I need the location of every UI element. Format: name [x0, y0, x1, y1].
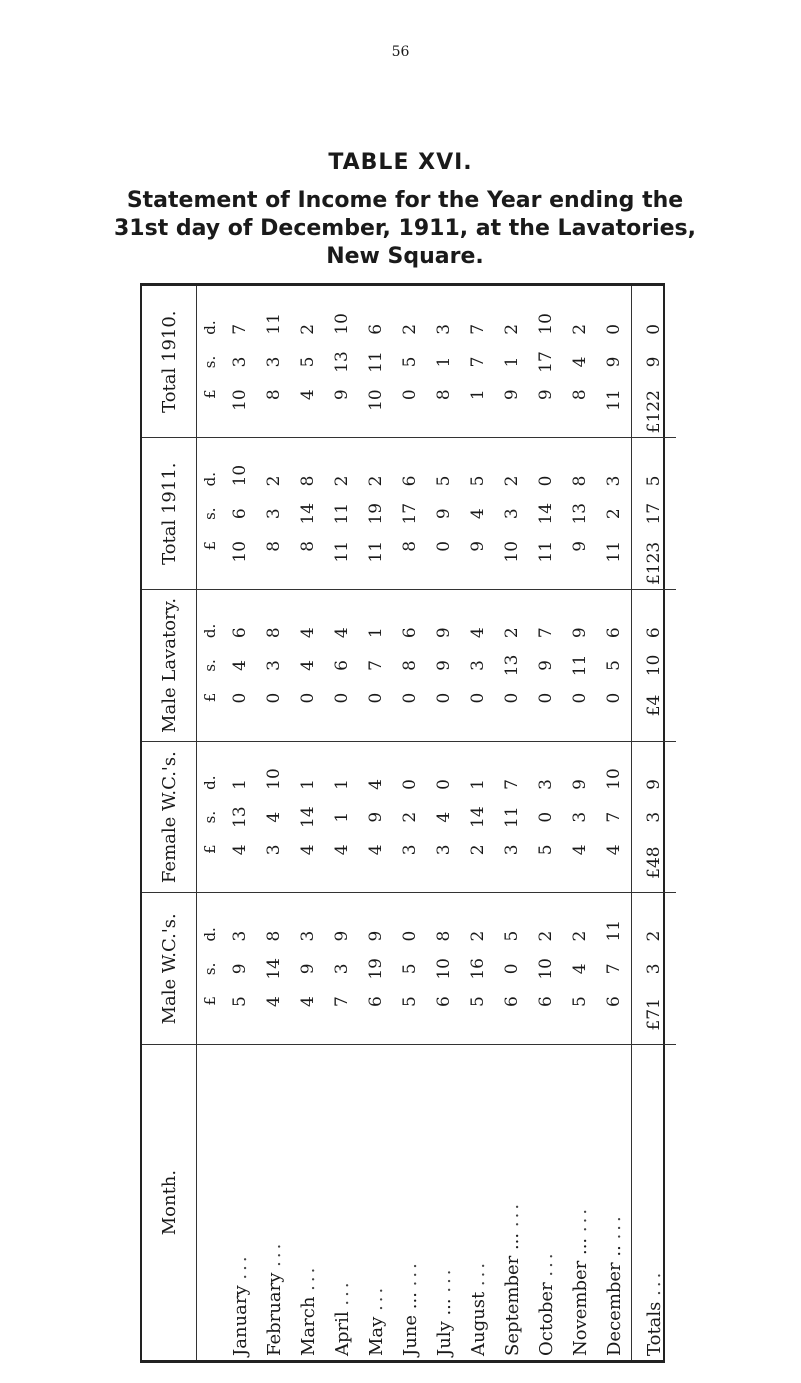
total-1911-pounds: 10 — [495, 539, 529, 590]
month-cell — [427, 1045, 461, 1360]
male-lavatory-pence: 6 — [604, 627, 624, 639]
month-name: May — [365, 1316, 387, 1356]
month-name: July ... — [433, 1298, 455, 1356]
male-lavatory-pounds: 0 — [223, 691, 257, 742]
total-1911-shillings: 4 — [468, 508, 488, 520]
leader-dots: ... — [569, 1205, 591, 1233]
total-male-wc-pence: 2 — [632, 893, 677, 944]
total-1910-pounds: 10 — [359, 387, 393, 438]
total-1911-pence: 2 — [264, 475, 284, 487]
male-lavatory-pence: 1 — [366, 627, 386, 639]
female-wc-shillings: 11 — [502, 806, 522, 828]
total-1910-pence: 2 — [298, 323, 318, 335]
male-lavatory-shillings: 8 — [400, 660, 420, 671]
month-name: November ... — [569, 1237, 591, 1356]
male-lavatory-pence: 9 — [434, 627, 454, 639]
total-1911-shillings: 17 — [400, 502, 420, 525]
month-name: August — [467, 1291, 489, 1356]
table-heading: TABLE XVI. — [328, 150, 473, 175]
total-1910-shillings: 3 — [264, 356, 284, 368]
total-1911-pounds: 11 — [597, 539, 632, 590]
leader-dots: ... — [535, 1250, 557, 1277]
total-1910-shillings: 3 — [230, 356, 250, 368]
totals-row — [632, 286, 677, 1360]
total-1911-pence: 10 — [230, 464, 250, 487]
table-row — [495, 286, 529, 1360]
total-1910-pence: 0 — [604, 323, 624, 335]
male-lavatory-pounds: 0 — [563, 691, 597, 742]
month-name: April — [331, 1311, 353, 1356]
table-row — [597, 286, 632, 1360]
unit-pounds: £ — [197, 994, 224, 1045]
male-wc-shillings: 5 — [400, 963, 420, 975]
total-1911-pence: 8 — [298, 475, 318, 487]
total-1911-shillings: 13 — [570, 502, 590, 525]
female-wc-pence: 4 — [366, 779, 386, 790]
male-wc-shillings: 10 — [434, 958, 454, 980]
female-wc-pounds: 3 — [427, 842, 461, 893]
title-line-1: Statement of Income for the Year ending the — [126, 188, 684, 213]
total-male-lavatory-shillings: 10 — [632, 640, 677, 691]
total-1911-pence: 5 — [434, 475, 454, 487]
female-wc-pounds: 4 — [223, 842, 257, 893]
female-wc-pence: 3 — [536, 779, 556, 790]
total-1910-pounds: 10 — [223, 387, 257, 438]
total-1911-pence: 2 — [366, 475, 386, 487]
month-cell — [359, 1045, 393, 1360]
female-wc-shillings: 9 — [366, 811, 386, 823]
total-1911-pounds: 10 — [223, 539, 257, 590]
total-total-1911-pounds: £123 — [632, 539, 677, 590]
female-wc-pence: 1 — [332, 779, 352, 790]
male-lavatory-pence: 2 — [502, 627, 522, 639]
male-wc-pounds: 6 — [597, 994, 632, 1045]
total-1911-shillings: 14 — [298, 502, 318, 525]
male-lavatory-pounds: 0 — [257, 691, 291, 742]
female-wc-shillings: 2 — [400, 811, 420, 823]
table-row — [291, 286, 325, 1360]
male-wc-shillings: 19 — [366, 958, 386, 980]
male-wc-shillings: 4 — [570, 963, 590, 975]
total-total-1911-shillings: 17 — [632, 488, 677, 539]
total-1911-shillings: 6 — [230, 508, 250, 520]
month-cell — [325, 1045, 359, 1360]
total-total-1910-pence: 0 — [632, 286, 677, 337]
male-lavatory-pounds: 0 — [359, 691, 393, 742]
female-wc-shillings: 4 — [434, 811, 454, 823]
total-1910-pounds: 8 — [257, 387, 291, 438]
female-wc-shillings: 1 — [332, 811, 352, 823]
month-name: January — [229, 1285, 251, 1356]
total-total-1911-pence: 5 — [632, 438, 677, 489]
total-male-wc-shillings: 3 — [632, 944, 677, 995]
month-name: September ... — [501, 1232, 523, 1356]
total-1910-shillings: 5 — [400, 356, 420, 368]
male-lavatory-pence: 4 — [468, 627, 488, 639]
total-1910-pence: 11 — [264, 313, 284, 335]
total-1911-pence: 8 — [570, 475, 590, 487]
unit-shillings: s. — [201, 659, 219, 672]
month-cell — [393, 1045, 427, 1360]
total-1911-pence: 5 — [468, 475, 488, 487]
total-1911-pounds: 8 — [291, 539, 325, 590]
male-wc-shillings: 14 — [264, 958, 284, 980]
male-wc-pounds: 5 — [461, 994, 495, 1045]
table-row — [563, 286, 597, 1360]
male-lavatory-pounds: 0 — [529, 691, 563, 742]
leader-dots: ... — [643, 1269, 665, 1296]
male-wc-pence: 9 — [332, 930, 352, 942]
total-1910-pounds: 0 — [393, 387, 427, 438]
male-wc-shillings: 16 — [468, 958, 488, 980]
female-wc-pounds: 4 — [291, 842, 325, 893]
header-male-wc: Male W.C.'s. — [142, 893, 197, 1045]
female-wc-pence: 9 — [570, 779, 590, 790]
male-lavatory-pounds: 0 — [325, 691, 359, 742]
total-1910-shillings: 1 — [502, 356, 522, 368]
female-wc-pence: 10 — [264, 768, 284, 790]
total-1911-pence: 2 — [502, 475, 522, 487]
total-1911-shillings: 14 — [536, 502, 556, 525]
female-wc-shillings: 13 — [230, 806, 250, 828]
total-1911-pence: 6 — [400, 475, 420, 487]
male-wc-pence: 5 — [502, 930, 522, 942]
total-1911-pence: 2 — [332, 475, 352, 487]
male-lavatory-pence: 6 — [400, 627, 420, 639]
total-1911-pounds: 11 — [529, 539, 563, 590]
total-female-wc-pence: 9 — [632, 741, 677, 792]
unit-pence: d. — [201, 472, 219, 487]
male-wc-pence: 9 — [366, 930, 386, 942]
female-wc-pounds: 4 — [597, 842, 632, 893]
total-1911-shillings: 19 — [366, 502, 386, 525]
male-wc-pence: 3 — [298, 930, 318, 942]
female-wc-pence: 1 — [468, 779, 488, 790]
female-wc-pence: 1 — [230, 779, 250, 790]
leader-dots: ... — [229, 1253, 251, 1280]
male-lavatory-shillings: 6 — [332, 660, 352, 671]
male-wc-pounds: 6 — [359, 994, 393, 1045]
male-lavatory-pence: 6 — [230, 627, 250, 639]
female-wc-pence: 1 — [298, 779, 318, 790]
female-wc-pounds: 4 — [325, 842, 359, 893]
total-1910-shillings: 1 — [434, 356, 454, 368]
total-female-wc-pounds: £48 — [632, 842, 677, 893]
unit-shillings: s. — [201, 507, 219, 520]
table-row — [393, 286, 427, 1360]
total-1911-pounds: 8 — [393, 539, 427, 590]
unit-pounds: £ — [197, 539, 224, 590]
table-row — [257, 286, 291, 1360]
male-wc-shillings: 10 — [536, 958, 556, 980]
male-wc-shillings: 9 — [298, 963, 318, 975]
male-wc-pounds: 5 — [393, 994, 427, 1045]
table-row — [359, 286, 393, 1360]
unit-shillings: s. — [201, 810, 219, 824]
month-name: December .. — [603, 1245, 625, 1356]
total-1910-shillings: 9 — [604, 356, 624, 368]
unit-pence: d. — [201, 927, 219, 942]
total-1910-pounds: 9 — [529, 387, 563, 438]
total-1911-shillings: 3 — [502, 508, 522, 520]
header-total-1911: Total 1911. — [142, 438, 197, 590]
total-1910-pounds: 8 — [563, 387, 597, 438]
female-wc-shillings: 4 — [264, 811, 284, 823]
total-1910-pence: 7 — [468, 323, 488, 335]
male-lavatory-pounds: 0 — [461, 691, 495, 742]
unit-row — [197, 286, 224, 1360]
total-female-wc-shillings: 3 — [632, 792, 677, 843]
male-wc-pence: 8 — [264, 930, 284, 942]
total-1911-pence: 0 — [536, 475, 556, 487]
female-wc-pounds: 3 — [393, 842, 427, 893]
month-cell — [291, 1045, 325, 1360]
leader-dots: ... — [263, 1240, 285, 1267]
total-1911-pounds: 0 — [427, 539, 461, 590]
male-wc-pence: 2 — [570, 930, 590, 942]
leader-dots: ... — [331, 1279, 353, 1306]
male-lavatory-shillings: 5 — [604, 660, 624, 671]
total-total-1910-pounds: £122 — [632, 387, 677, 438]
table-body — [197, 286, 677, 1360]
male-wc-shillings: 3 — [332, 963, 352, 975]
total-male-lavatory-pounds: £4 — [632, 691, 677, 742]
title-line-2: 31st day of December, 1911, at the Lavatories, — [114, 216, 696, 241]
total-1910-pounds: 11 — [597, 387, 632, 438]
male-lavatory-shillings: 9 — [434, 660, 454, 671]
totals-label-cell — [632, 1045, 677, 1360]
income-statement-table — [142, 286, 676, 1360]
header-month: Month. — [142, 1045, 197, 1360]
statement-title — [110, 187, 700, 271]
total-1910-shillings: 4 — [570, 356, 590, 368]
leader-dots: ... — [433, 1266, 455, 1293]
unit-shillings: s. — [201, 962, 219, 976]
month-name: March — [297, 1296, 319, 1356]
unit-shillings: s. — [201, 355, 219, 369]
leader-dots: ... — [603, 1213, 625, 1240]
total-male-wc-pounds: £71 — [632, 994, 677, 1045]
male-wc-pence: 2 — [468, 930, 488, 942]
total-1910-pence: 2 — [400, 323, 420, 335]
female-wc-pounds: 3 — [495, 842, 529, 893]
total-1910-pence: 2 — [570, 323, 590, 335]
month-name: June ... — [399, 1292, 421, 1356]
male-lavatory-pence: 4 — [332, 627, 352, 639]
male-lavatory-shillings: 13 — [502, 654, 522, 677]
female-wc-pence: 7 — [502, 779, 522, 790]
unit-pence: d. — [201, 623, 219, 639]
male-wc-shillings: 0 — [502, 963, 522, 975]
male-lavatory-shillings: 4 — [230, 660, 250, 671]
unit-pounds: £ — [197, 387, 224, 438]
total-1910-shillings: 11 — [366, 351, 386, 373]
total-1911-shillings: 3 — [264, 508, 284, 520]
unit-pounds: £ — [197, 842, 224, 893]
female-wc-shillings: 0 — [536, 811, 556, 823]
header-row — [142, 286, 197, 1360]
table-row — [223, 286, 257, 1360]
unit-pence: d. — [201, 775, 219, 790]
total-1910-pence: 3 — [434, 323, 454, 335]
unit-pence: d. — [201, 320, 219, 335]
female-wc-pounds: 2 — [461, 842, 495, 893]
female-wc-pence: 10 — [604, 768, 624, 790]
male-wc-pence: 3 — [230, 930, 250, 942]
male-wc-pounds: 4 — [291, 994, 325, 1045]
male-lavatory-shillings: 3 — [264, 660, 284, 671]
male-wc-pounds: 7 — [325, 994, 359, 1045]
table-row — [461, 286, 495, 1360]
header-female-wc: Female W.C.'s. — [142, 741, 197, 893]
leader-dots: ... — [399, 1260, 421, 1287]
month-cell — [563, 1045, 597, 1360]
total-1911-shillings: 11 — [332, 502, 352, 525]
leader-dots: ... — [365, 1284, 387, 1311]
male-lavatory-pounds: 0 — [393, 691, 427, 742]
page-number: 56 — [391, 44, 410, 60]
male-lavatory-pounds: 0 — [291, 691, 325, 742]
male-wc-pounds: 5 — [223, 994, 257, 1045]
leader-dots: ... — [297, 1264, 319, 1291]
total-1910-shillings: 7 — [468, 356, 488, 368]
male-wc-shillings: 7 — [604, 963, 624, 975]
total-1910-pounds: 4 — [291, 387, 325, 438]
totals-label: Totals — [643, 1301, 665, 1356]
total-1911-pounds: 9 — [461, 539, 495, 590]
male-lavatory-shillings: 9 — [536, 660, 556, 671]
female-wc-pence: 0 — [400, 779, 420, 790]
male-lavatory-pence: 9 — [570, 627, 590, 639]
table-row — [325, 286, 359, 1360]
total-1910-pounds: 1 — [461, 387, 495, 438]
rotated-table — [142, 286, 663, 1360]
total-1911-pounds: 8 — [257, 539, 291, 590]
female-wc-pounds: 3 — [257, 842, 291, 893]
total-male-lavatory-pence: 6 — [632, 590, 677, 641]
header-male-lavatory: Male Lavatory. — [142, 590, 197, 742]
total-1910-pounds: 8 — [427, 387, 461, 438]
male-wc-pounds: 6 — [529, 994, 563, 1045]
total-1910-shillings: 5 — [298, 356, 318, 368]
male-lavatory-shillings: 7 — [366, 660, 386, 671]
male-lavatory-pence: 7 — [536, 627, 556, 639]
male-wc-pence: 0 — [400, 930, 420, 942]
month-name: October — [535, 1282, 557, 1356]
total-1910-pence: 10 — [332, 313, 352, 335]
male-wc-pounds: 6 — [427, 994, 461, 1045]
male-wc-pence: 2 — [536, 930, 556, 942]
male-lavatory-pounds: 0 — [495, 691, 529, 742]
female-wc-shillings: 3 — [570, 811, 590, 823]
month-cell — [257, 1045, 291, 1360]
total-1911-pounds: 9 — [563, 539, 597, 590]
leader-dots: ... — [501, 1200, 523, 1228]
female-wc-pounds: 4 — [563, 842, 597, 893]
total-1911-shillings: 9 — [434, 508, 454, 520]
month-name: February — [263, 1272, 285, 1356]
male-lavatory-shillings: 3 — [468, 660, 488, 671]
male-wc-pounds: 5 — [563, 994, 597, 1045]
total-1911-pence: 3 — [604, 475, 624, 487]
unit-spacer — [197, 1045, 224, 1360]
male-lavatory-shillings: 11 — [570, 654, 590, 677]
total-1910-shillings: 13 — [332, 351, 352, 373]
male-wc-pounds: 6 — [495, 994, 529, 1045]
total-1910-pence: 10 — [536, 313, 556, 335]
table-row — [529, 286, 563, 1360]
total-1910-pence: 2 — [502, 323, 522, 335]
female-wc-shillings: 7 — [604, 811, 624, 823]
total-1910-pounds: 9 — [325, 387, 359, 438]
male-lavatory-pence: 8 — [264, 627, 284, 639]
total-1911-shillings: 2 — [604, 508, 624, 520]
month-cell — [529, 1045, 563, 1360]
month-cell — [597, 1045, 632, 1360]
male-lavatory-pounds: 0 — [597, 691, 632, 742]
leader-dots: ... — [467, 1259, 489, 1287]
female-wc-pence: 0 — [434, 779, 454, 790]
female-wc-shillings: 14 — [298, 806, 318, 828]
female-wc-pounds: 4 — [359, 842, 393, 893]
male-wc-pence: 11 — [604, 919, 624, 942]
title-line-3: New Square. — [326, 244, 484, 269]
total-1910-pence: 7 — [230, 323, 250, 335]
male-lavatory-pence: 4 — [298, 627, 318, 639]
header-total-1910: Total 1910. — [142, 286, 197, 438]
month-cell — [461, 1045, 495, 1360]
total-1911-pounds: 11 — [325, 539, 359, 590]
female-wc-pounds: 5 — [529, 842, 563, 893]
total-1910-pounds: 9 — [495, 387, 529, 438]
male-lavatory-shillings: 4 — [298, 660, 318, 671]
male-lavatory-pounds: 0 — [427, 691, 461, 742]
total-1910-pence: 6 — [366, 323, 386, 335]
month-cell — [495, 1045, 529, 1360]
male-wc-pence: 8 — [434, 930, 454, 942]
month-cell — [223, 1045, 257, 1360]
unit-pounds: £ — [197, 691, 224, 742]
male-wc-pounds: 4 — [257, 994, 291, 1045]
total-1911-pounds: 11 — [359, 539, 393, 590]
total-1910-shillings: 17 — [536, 351, 556, 373]
table-row — [427, 286, 461, 1360]
male-wc-shillings: 9 — [230, 963, 250, 975]
income-statement-table-frame — [140, 283, 665, 1363]
female-wc-shillings: 14 — [468, 806, 488, 828]
total-total-1910-shillings: 9 — [632, 337, 677, 388]
